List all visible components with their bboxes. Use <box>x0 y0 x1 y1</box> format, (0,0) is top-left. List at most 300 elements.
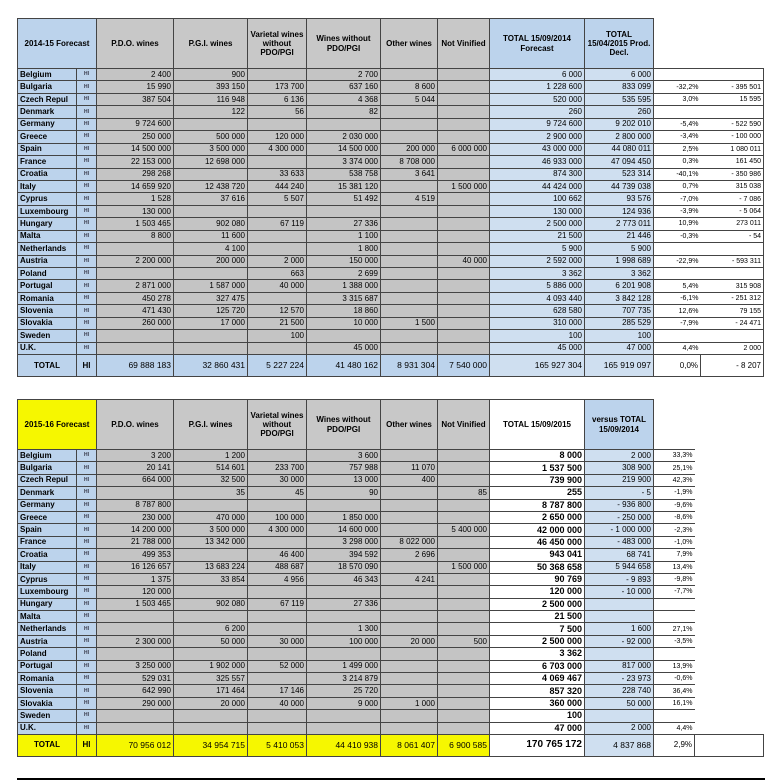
percent-cell: -7,9% <box>654 317 701 329</box>
value-cell <box>438 511 490 523</box>
total-declared-cell: 707 735 <box>585 305 654 317</box>
unit-cell: Hl <box>77 499 97 511</box>
value-cell <box>248 536 307 548</box>
total-2015-value: 2 500 000 <box>541 636 582 647</box>
value-cell: 230 000 <box>97 511 174 523</box>
value-cell <box>381 561 438 573</box>
country-cell: Portugal <box>18 280 77 292</box>
value-cell: 500 000 <box>174 131 248 143</box>
table-row <box>18 205 764 217</box>
value-cell <box>97 330 174 342</box>
value-cell: 4 100 <box>174 243 248 255</box>
total-declared-cell: 100 <box>585 330 654 342</box>
value-cell <box>381 611 438 623</box>
table-row <box>18 330 764 342</box>
value-cell <box>438 598 490 610</box>
total-forecast-cell: 310 000 <box>490 317 585 329</box>
table-row <box>18 230 764 242</box>
value-cell: 12 698 000 <box>174 156 248 168</box>
country-cell: Croatia <box>18 549 77 561</box>
percent-cell: -3,9% <box>654 205 701 217</box>
unit-cell: Hl <box>77 342 97 354</box>
unit-cell: Hl <box>77 106 97 118</box>
total-2015-value: 4 069 467 <box>541 673 582 684</box>
country-cell: Spain <box>18 143 77 155</box>
percent-cell: 10,9% <box>654 218 701 230</box>
value-cell: 514 601 <box>174 462 248 474</box>
unit-cell: Hl <box>77 81 97 93</box>
value-cell: 1 499 000 <box>307 660 381 672</box>
value-cell <box>438 230 490 242</box>
value-cell <box>438 218 490 230</box>
empty-cell <box>695 524 764 536</box>
total-value-cell: 5 227 224 <box>248 355 307 377</box>
col-header-pgi: P.G.I. wines <box>174 400 248 450</box>
total-label: TOTAL <box>18 734 77 756</box>
value-cell <box>381 673 438 685</box>
value-cell <box>248 586 307 598</box>
value-cell: 100 000 <box>307 635 381 647</box>
versus-2014-cell: - 9 893 <box>585 573 654 585</box>
table-row <box>18 685 764 697</box>
value-cell <box>381 685 438 697</box>
table-row <box>18 623 764 635</box>
table-row <box>18 342 764 354</box>
value-cell: 173 700 <box>248 81 307 93</box>
unit-cell: Hl <box>77 330 97 342</box>
value-cell: 46 343 <box>307 573 381 585</box>
total-percent: 0,0% <box>654 355 701 377</box>
value-cell: 25 720 <box>307 685 381 697</box>
value-cell: 2 400 <box>97 69 174 81</box>
total-value-cell: 8 061 407 <box>381 734 438 756</box>
col-header-blank <box>701 19 764 69</box>
value-cell: 3 250 000 <box>97 660 174 672</box>
unit-cell: Hl <box>77 511 97 523</box>
unit-cell: Hl <box>77 673 97 685</box>
unit-cell: Hl <box>77 255 97 267</box>
value-cell <box>174 586 248 598</box>
value-cell: 200 000 <box>174 255 248 267</box>
col-header-blank <box>695 400 764 450</box>
total-forecast-cell: 21 500 <box>490 230 585 242</box>
country-cell: Netherlands <box>18 243 77 255</box>
value-cell: 18 860 <box>307 305 381 317</box>
value-cell <box>174 205 248 217</box>
total-forecast-cell: 2 592 000 <box>490 255 585 267</box>
value-cell: 1 388 000 <box>307 280 381 292</box>
versus-2014-cell: 308 900 <box>585 462 654 474</box>
value-cell: 3 214 879 <box>307 673 381 685</box>
unit-cell: Hl <box>77 143 97 155</box>
total-2015-cell <box>490 697 585 709</box>
total-declared-cell: 6 201 908 <box>585 280 654 292</box>
value-cell: 2 000 <box>248 255 307 267</box>
total-declared-cell: 21 446 <box>585 230 654 242</box>
total-2015-value: 255 <box>566 487 582 498</box>
table-row <box>18 673 764 685</box>
country-cell: Belgium <box>18 69 77 81</box>
table-row <box>18 586 764 598</box>
difference-cell: 161 450 <box>701 156 764 168</box>
value-cell: 663 <box>248 268 307 280</box>
value-cell: 15 381 120 <box>307 180 381 192</box>
value-cell: 450 278 <box>97 292 174 304</box>
difference-cell: - 100 000 <box>701 131 764 143</box>
value-cell <box>97 243 174 255</box>
total-declared-cell: 833 099 <box>585 81 654 93</box>
percent-cell: 13,4% <box>654 561 695 573</box>
forecast-2014-15-table <box>17 18 764 377</box>
value-cell <box>97 487 174 499</box>
empty-cell <box>695 474 764 486</box>
table-row <box>18 193 764 205</box>
value-cell: 1 500 000 <box>438 180 490 192</box>
value-cell: 298 268 <box>97 168 174 180</box>
total-declared-cell: 9 202 010 <box>585 118 654 130</box>
value-cell <box>248 292 307 304</box>
value-cell <box>438 342 490 354</box>
empty-cell <box>695 598 764 610</box>
country-cell: Bulgaria <box>18 81 77 93</box>
total-forecast-cell: 260 <box>490 106 585 118</box>
table-row <box>18 710 764 722</box>
empty-cell <box>695 648 764 660</box>
country-cell: Czech Repul <box>18 93 77 105</box>
total-forecast-cell: 100 <box>490 330 585 342</box>
difference-cell: - 350 986 <box>701 168 764 180</box>
table-row <box>18 660 764 672</box>
value-cell: 67 119 <box>248 598 307 610</box>
value-cell: 21 788 000 <box>97 536 174 548</box>
empty-cell <box>695 462 764 474</box>
versus-2014-cell: 68 741 <box>585 549 654 561</box>
percent-cell: 42,3% <box>654 474 695 486</box>
value-cell: 642 990 <box>97 685 174 697</box>
table-row <box>18 255 764 267</box>
total-row <box>18 355 764 377</box>
value-cell <box>381 218 438 230</box>
empty-cell <box>695 623 764 635</box>
value-cell: 290 000 <box>97 697 174 709</box>
table-row <box>18 697 764 709</box>
value-cell <box>307 205 381 217</box>
value-cell <box>248 156 307 168</box>
empty-cell <box>695 511 764 523</box>
unit-cell: Hl <box>77 193 97 205</box>
value-cell: 3 298 000 <box>307 536 381 548</box>
difference-cell: - 593 311 <box>701 255 764 267</box>
percent-cell: -9,8% <box>654 573 695 585</box>
total-2015-value: 8 000 <box>559 450 582 461</box>
value-cell: 45 <box>248 487 307 499</box>
value-cell <box>248 450 307 462</box>
country-cell: France <box>18 536 77 548</box>
col-header-versus-2014: versus TOTAL 15/09/2014 <box>585 400 654 450</box>
value-cell: 1 375 <box>97 573 174 585</box>
bottom-rule <box>17 778 765 780</box>
value-cell <box>381 131 438 143</box>
total-declared-cell: 3 362 <box>585 268 654 280</box>
total-2015-cell <box>490 511 585 523</box>
value-cell <box>381 487 438 499</box>
value-cell <box>248 230 307 242</box>
total-2015-cell <box>490 462 585 474</box>
versus-2014-cell: 219 900 <box>585 474 654 486</box>
value-cell <box>438 474 490 486</box>
table-row <box>18 268 764 280</box>
value-cell <box>438 93 490 105</box>
value-cell: 56 <box>248 106 307 118</box>
total-value-cell: 7 540 000 <box>438 355 490 377</box>
value-cell <box>248 499 307 511</box>
percent-cell: -5,4% <box>654 118 701 130</box>
percent-cell: -3,4% <box>654 131 701 143</box>
value-cell: 250 000 <box>97 131 174 143</box>
value-cell <box>174 710 248 722</box>
total-2015-value: 120 000 <box>549 586 582 597</box>
value-cell <box>438 573 490 585</box>
value-cell <box>438 685 490 697</box>
value-cell: 4 519 <box>381 193 438 205</box>
total-2015-value: 2 650 000 <box>541 512 582 523</box>
value-cell: 100 000 <box>248 511 307 523</box>
unit-cell: Hl <box>77 648 97 660</box>
col-header-varietal: Varietal wines without PDO/PGI <box>248 19 307 69</box>
value-cell: 150 000 <box>307 255 381 267</box>
value-cell: 1 300 <box>307 623 381 635</box>
total-2015-cell <box>490 598 585 610</box>
col-header-not-vinified: Not Vinified <box>438 19 490 69</box>
value-cell <box>307 330 381 342</box>
unit-cell: Hl <box>77 660 97 672</box>
table-row <box>18 524 764 536</box>
col-header-total-forecast: TOTAL 15/09/2014 Forecast <box>490 19 585 69</box>
value-cell: 1 200 <box>174 450 248 462</box>
value-cell <box>174 648 248 660</box>
value-cell: 4 241 <box>381 573 438 585</box>
total-value-cell: 5 410 053 <box>248 734 307 756</box>
table-row <box>18 305 764 317</box>
value-cell: 3 500 000 <box>174 143 248 155</box>
difference-cell: - 395 501 <box>701 81 764 93</box>
value-cell <box>438 586 490 598</box>
difference-cell <box>701 268 764 280</box>
country-cell: Portugal <box>18 660 77 672</box>
value-cell <box>438 317 490 329</box>
difference-cell: 315 038 <box>701 180 764 192</box>
table-row <box>18 450 764 462</box>
versus-2014-cell <box>585 648 654 660</box>
total-declared-cell: 2 773 011 <box>585 218 654 230</box>
unit-cell: Hl <box>77 355 97 377</box>
value-cell: 1 500 <box>381 317 438 329</box>
value-cell: 14 500 000 <box>97 143 174 155</box>
value-cell: 6 200 <box>174 623 248 635</box>
value-cell <box>307 722 381 734</box>
value-cell <box>438 131 490 143</box>
value-cell: 130 000 <box>97 205 174 217</box>
value-cell <box>248 69 307 81</box>
difference-cell <box>701 330 764 342</box>
total-declared-cell: 285 529 <box>585 317 654 329</box>
empty-cell <box>695 734 764 756</box>
percent-cell: 33,3% <box>654 450 695 462</box>
unit-cell: Hl <box>77 205 97 217</box>
total-declared-cell: 5 900 <box>585 243 654 255</box>
country-cell: Poland <box>18 648 77 660</box>
col-header-not-vinified: Not Vinified <box>438 400 490 450</box>
country-cell: Denmark <box>18 487 77 499</box>
col-header-pdo: P.D.O. wines <box>97 400 174 450</box>
unit-cell: Hl <box>77 268 97 280</box>
country-cell: U.K. <box>18 722 77 734</box>
percent-cell: -6,1% <box>654 292 701 304</box>
value-cell: 200 000 <box>381 143 438 155</box>
value-cell <box>438 710 490 722</box>
value-cell: 538 758 <box>307 168 381 180</box>
unit-cell: Hl <box>77 230 97 242</box>
value-cell <box>438 69 490 81</box>
table-row <box>18 549 764 561</box>
value-cell: 529 031 <box>97 673 174 685</box>
versus-2014-cell: 5 944 658 <box>585 561 654 573</box>
empty-cell <box>695 710 764 722</box>
value-cell <box>438 106 490 118</box>
unit-cell: Hl <box>77 168 97 180</box>
value-cell <box>438 648 490 660</box>
total-declared-cell: 535 595 <box>585 93 654 105</box>
table-row <box>18 722 764 734</box>
value-cell: 1 902 000 <box>174 660 248 672</box>
value-cell: 3 315 687 <box>307 292 381 304</box>
value-cell: 393 150 <box>174 81 248 93</box>
country-cell: Luxembourg <box>18 586 77 598</box>
country-cell: Germany <box>18 499 77 511</box>
table-row <box>18 474 764 486</box>
total-value-cell: 32 860 431 <box>174 355 248 377</box>
unit-cell: Hl <box>77 474 97 486</box>
unit-cell: Hl <box>77 710 97 722</box>
value-cell: 100 <box>248 330 307 342</box>
value-cell: 10 000 <box>307 317 381 329</box>
percent-cell: 13,9% <box>654 660 695 672</box>
difference-cell: - 54 <box>701 230 764 242</box>
value-cell: 5 044 <box>381 93 438 105</box>
value-cell <box>381 598 438 610</box>
country-cell: Greece <box>18 131 77 143</box>
total-2015-value: 7 500 <box>559 623 582 634</box>
value-cell <box>248 648 307 660</box>
value-cell: 8 800 <box>97 230 174 242</box>
value-cell: 14 500 000 <box>307 143 381 155</box>
forecast-2015-16-table <box>17 399 764 757</box>
value-cell: 27 336 <box>307 598 381 610</box>
percent-cell: 0,7% <box>654 180 701 192</box>
value-cell <box>438 268 490 280</box>
versus-2014-cell: 1 600 <box>585 623 654 635</box>
value-cell <box>438 243 490 255</box>
percent-cell: -0,3% <box>654 230 701 242</box>
total-2015-cell <box>490 673 585 685</box>
col-header-without: Wines without PDO/PGI <box>307 19 381 69</box>
percent-cell: 5,4% <box>654 280 701 292</box>
empty-cell <box>695 499 764 511</box>
unit-cell: Hl <box>77 305 97 317</box>
percent-cell: -0,6% <box>654 673 695 685</box>
table-row <box>18 143 764 155</box>
total-forecast-cell: 1 228 600 <box>490 81 585 93</box>
value-cell: 40 000 <box>248 280 307 292</box>
percent-cell: -8,6% <box>654 511 695 523</box>
total-2015-cell <box>490 586 585 598</box>
country-cell: Slovenia <box>18 305 77 317</box>
value-cell: 12 570 <box>248 305 307 317</box>
total-value-cell: 8 931 304 <box>381 355 438 377</box>
empty-cell <box>695 573 764 585</box>
value-cell <box>438 156 490 168</box>
percent-cell <box>654 710 695 722</box>
value-cell <box>381 342 438 354</box>
total-forecast-cell: 44 424 000 <box>490 180 585 192</box>
total-2015-cell <box>490 648 585 660</box>
value-cell <box>174 611 248 623</box>
value-cell: 1 500 000 <box>438 561 490 573</box>
table-row <box>18 106 764 118</box>
value-cell: 2 200 000 <box>97 255 174 267</box>
value-cell: 488 687 <box>248 561 307 573</box>
value-cell: 122 <box>174 106 248 118</box>
value-cell: 27 336 <box>307 218 381 230</box>
country-cell: Netherlands <box>18 623 77 635</box>
table-row <box>18 499 764 511</box>
value-cell: 499 353 <box>97 549 174 561</box>
value-cell: 20 141 <box>97 462 174 474</box>
difference-cell: - 7 086 <box>701 193 764 205</box>
versus-2014-cell: 2 000 <box>585 450 654 462</box>
unit-cell: Hl <box>77 69 97 81</box>
table-row <box>18 131 764 143</box>
value-cell <box>438 118 490 130</box>
value-cell: 125 720 <box>174 305 248 317</box>
value-cell: 8 600 <box>381 81 438 93</box>
table-row <box>18 69 764 81</box>
value-cell: 11 600 <box>174 230 248 242</box>
value-cell <box>438 193 490 205</box>
total-2015-value: 360 000 <box>549 698 582 708</box>
value-cell <box>248 611 307 623</box>
value-cell: 2 871 000 <box>97 280 174 292</box>
country-cell: Hungary <box>18 218 77 230</box>
unit-cell: Hl <box>77 573 97 585</box>
unit-cell: Hl <box>77 635 97 647</box>
country-cell: Poland <box>18 268 77 280</box>
value-cell: 1 000 <box>381 697 438 709</box>
value-cell: 13 000 <box>307 474 381 486</box>
value-cell: 20 000 <box>174 697 248 709</box>
empty-cell <box>695 561 764 573</box>
value-cell: 40 000 <box>438 255 490 267</box>
versus-2014-cell: - 483 000 <box>585 536 654 548</box>
table-row <box>18 118 764 130</box>
value-cell <box>381 511 438 523</box>
value-cell: 120 000 <box>248 131 307 143</box>
country-cell: Sweden <box>18 710 77 722</box>
total-2015-cell <box>490 573 585 585</box>
unit-cell: Hl <box>77 131 97 143</box>
percent-cell: 36,4% <box>654 685 695 697</box>
value-cell: 387 504 <box>97 93 174 105</box>
